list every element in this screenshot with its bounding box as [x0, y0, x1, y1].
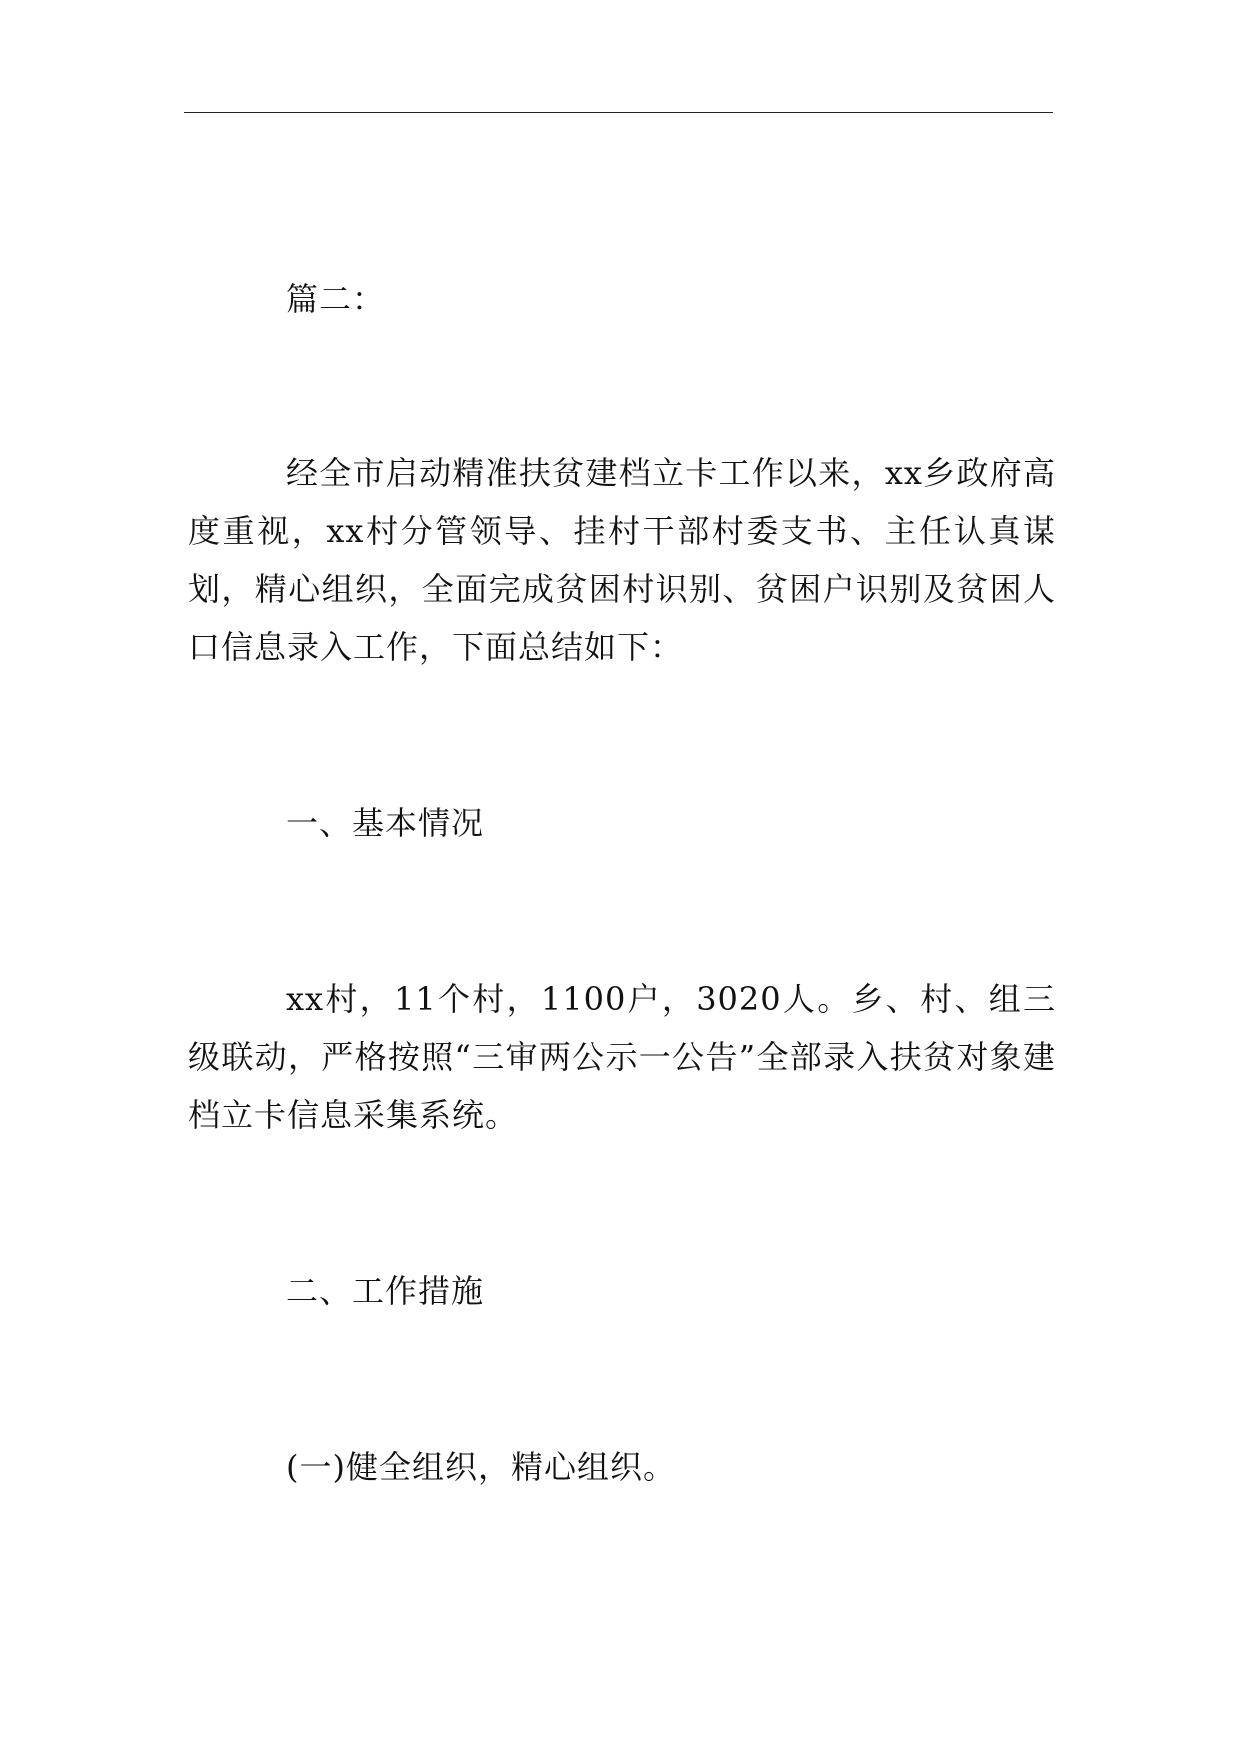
section-body-basic-situation: xx村，11个村，1100户，3020人。乡、村、组三级联动，严格按照“三审两公示一公告”全部录入扶贫对象建档立卡信息采集系统。	[188, 980, 1056, 1134]
intro-paragraph: 经全市启动精准扶贫建档立卡工作以来，xx乡政府高度重视，xx村分管领导、挂村干部村委支书、主任认真谋划，精心组织，全面完成贫困村识别、贫困户识别及贫困人口信息录入工作，下面总结如下：	[188, 454, 1056, 666]
document-heading: 篇二：	[286, 280, 386, 318]
subsection-title-organization: (一)健全组织，精心组织。	[286, 1448, 676, 1486]
section-title-basic-situation: 一、基本情况	[286, 804, 485, 842]
header-rule	[184, 112, 1053, 113]
section-title-work-measures: 二、工作措施	[286, 1272, 485, 1310]
